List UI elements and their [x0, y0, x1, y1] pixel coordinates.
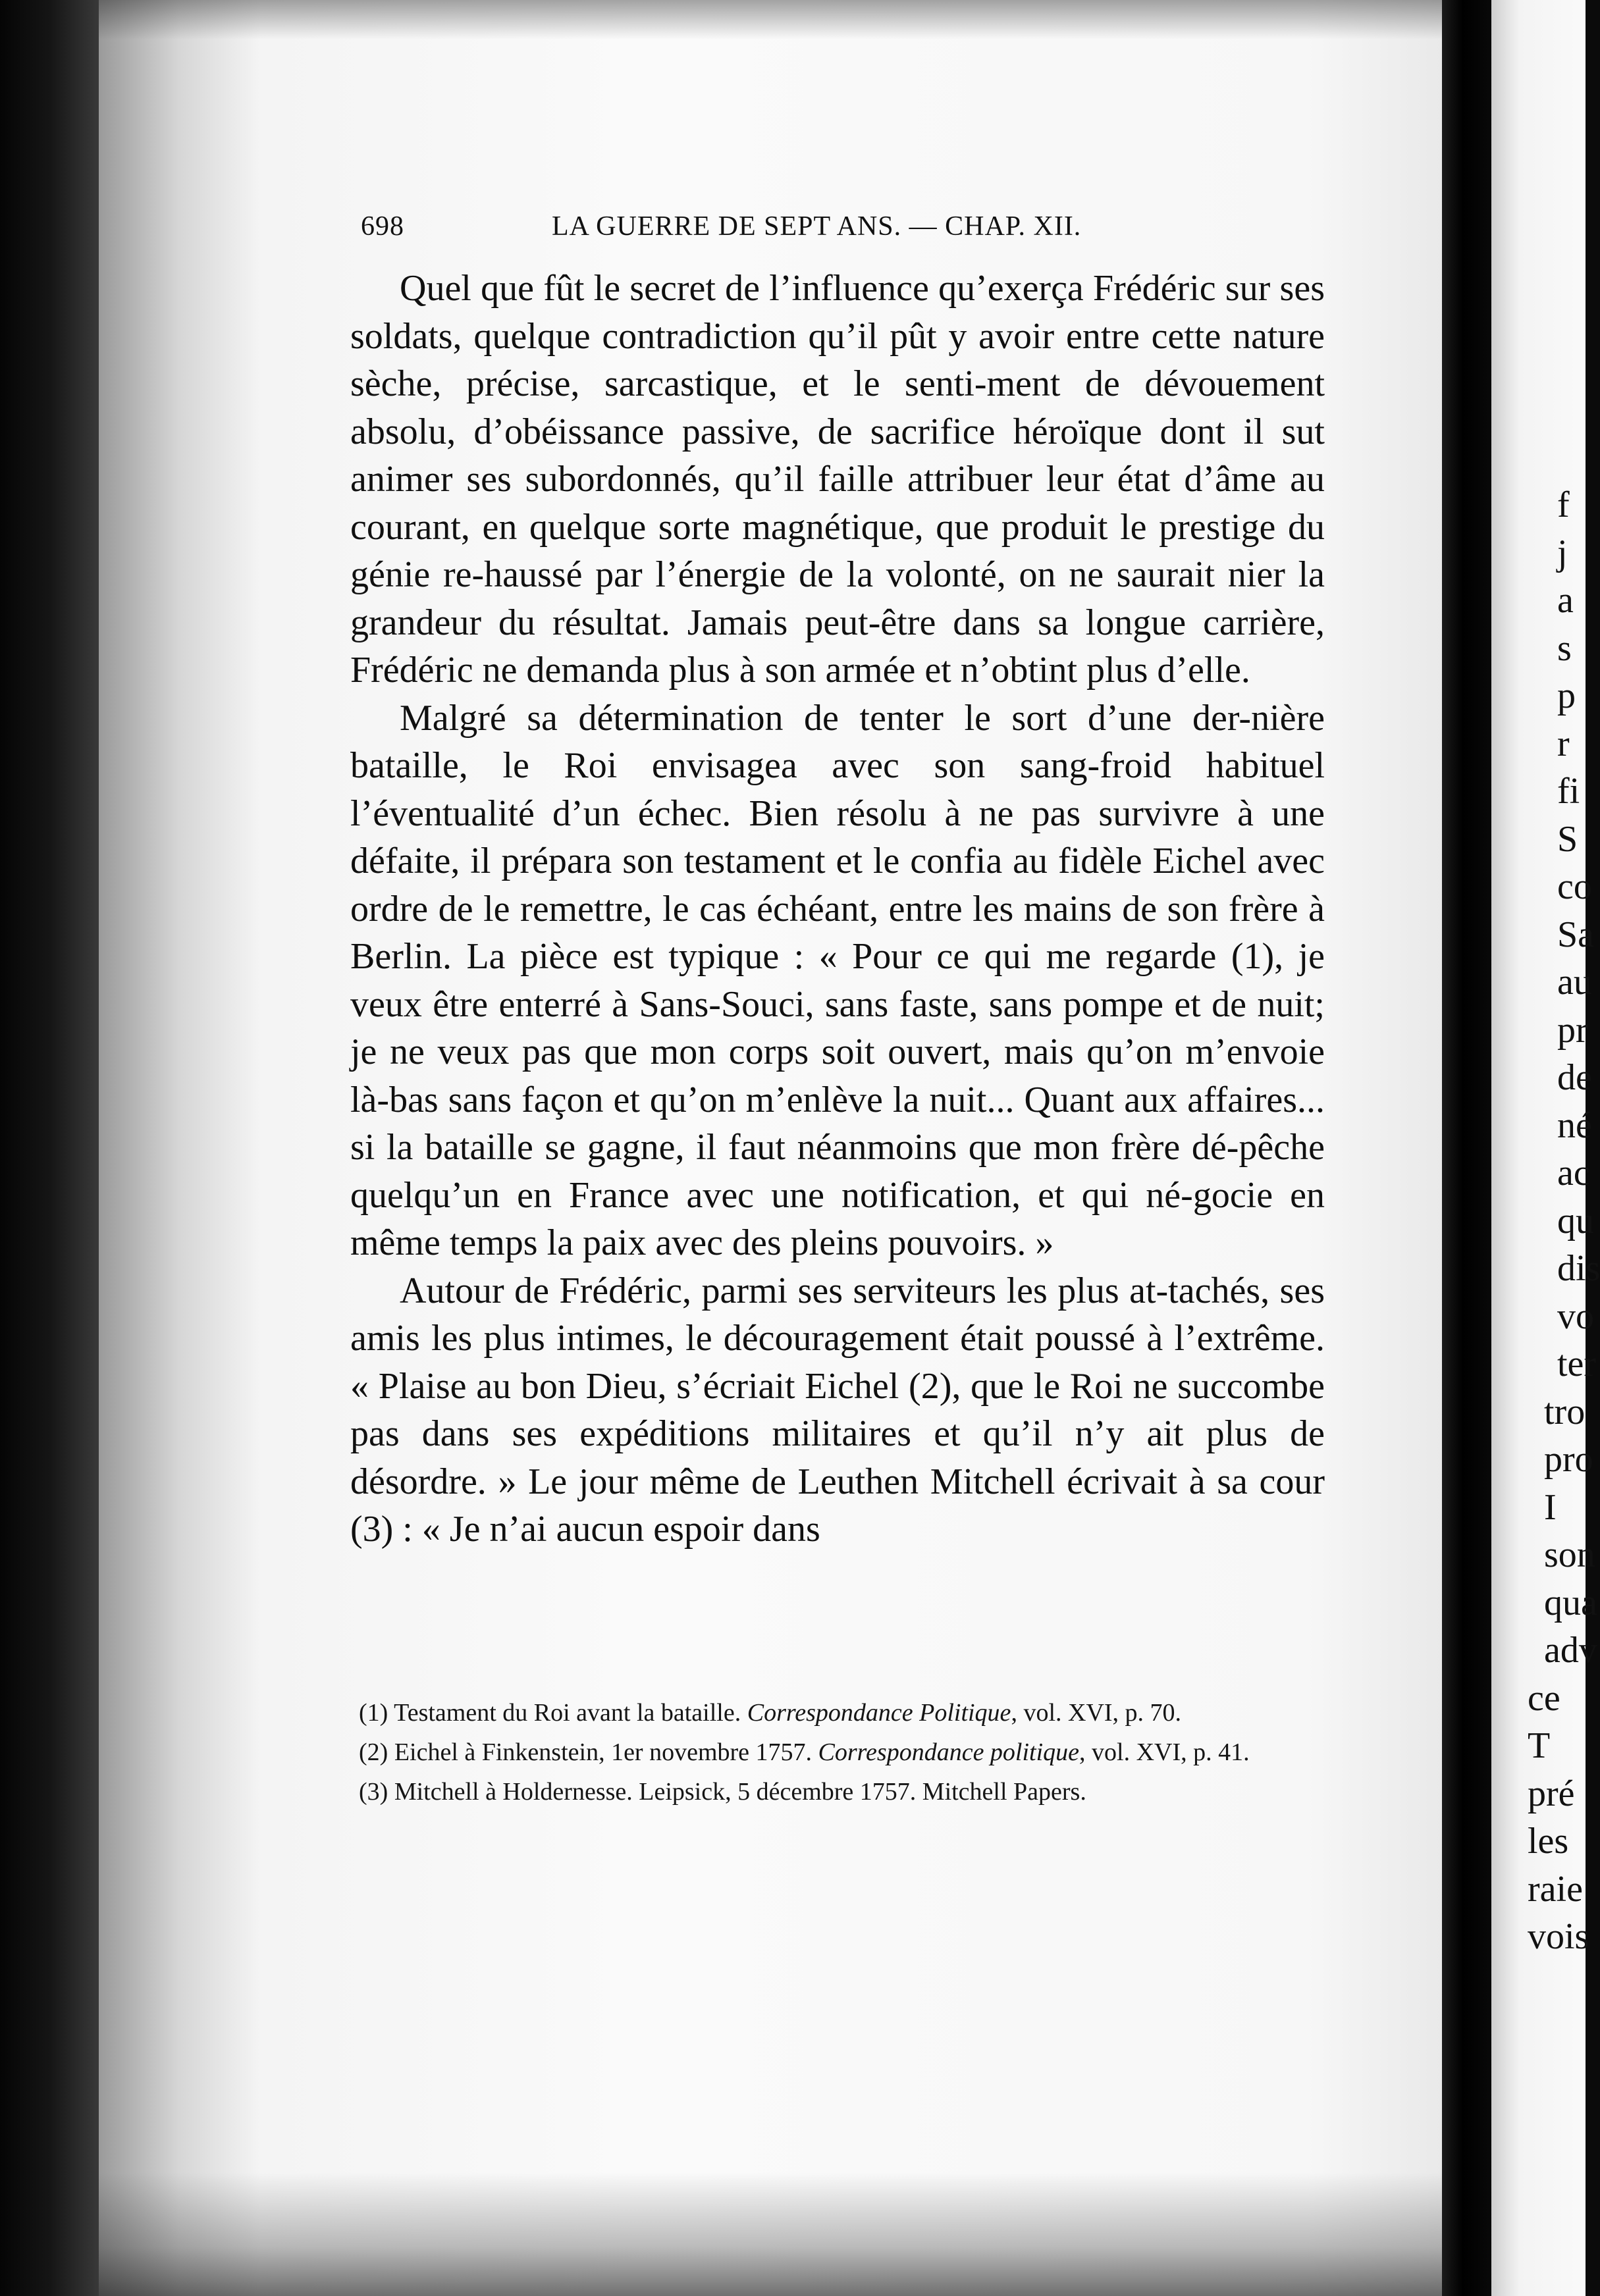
- footnote-source: Correspondance Politique: [747, 1699, 1011, 1727]
- footnote-marker: (2): [359, 1738, 388, 1766]
- page-top-shadow: [99, 0, 1442, 39]
- main-text: [350, 265, 1325, 1553]
- adjacent-page-fragment: S: [1557, 818, 1578, 860]
- footnote-3: [336, 1772, 1310, 1812]
- adjacent-page-fragment: f: [1557, 484, 1570, 525]
- adjacent-page-fragment: p: [1557, 675, 1576, 716]
- adjacent-page-fragment: qua: [1544, 1582, 1597, 1623]
- footnote-marker: (1): [359, 1699, 388, 1727]
- footnote-source: Correspondance politique: [818, 1738, 1080, 1766]
- adjacent-page-fragment: pr: [1557, 1009, 1588, 1051]
- adjacent-page-fragment: ter: [1557, 1344, 1597, 1384]
- adjacent-page-fragment: vois: [1528, 1916, 1589, 1957]
- adjacent-page-fragment: ac: [1557, 1153, 1590, 1193]
- adjacent-page-fragment: raie: [1528, 1868, 1583, 1910]
- adjacent-page-fragment: de: [1557, 1057, 1592, 1098]
- adjacent-page-fragment: son: [1544, 1534, 1595, 1575]
- footnote-text: Eichel à Finkenstein, 1er novembre 1757.: [394, 1738, 813, 1766]
- footnote-tail: , vol. XVI, p. 70.: [1011, 1699, 1182, 1727]
- adjacent-page-fragment: fi: [1557, 771, 1580, 812]
- footnotes: [336, 1693, 1310, 1812]
- paragraph-2: Malgré sa détermination de tenter le sort d’une der-nière bataille, le Roi envisagea avec son sang-froid habituel l’éventualité d’un échec. Bien résolu à ne pas survivre à une défaite, il prépara son testament et le confia au fidèle Eichel avec ordre de le remettre, le cas échéant, entre les mains de son frère à Berlin. La pièce est typique : « Pour ce qui me regarde (1), je veux être enterré à Sans-Souci, sans faste, sans pompe et de nuit; je ne veux pas que mon corps soit ouvert, mais qu’on m’envoie là-bas sans façon et qu’on m’enlève la nuit... Quant aux affaires... si la bataille se gagne, il faut néanmoins que mon frère dé-pêche quelqu’un en France avec une notification, et qui né-gocie en même temps la paix avec des pleins pouvoirs. »: [350, 697, 1325, 1263]
- adjacent-page-fragment: pré: [1528, 1773, 1575, 1814]
- footnote-text: Mitchell à Holdernesse. Leipsick, 5 décembre 1757. Mitchell Papers.: [394, 1778, 1086, 1806]
- adjacent-page-fragment: vo: [1557, 1295, 1594, 1337]
- adjacent-page-fragment: a: [1557, 580, 1574, 621]
- adjacent-page-fragment: ce: [1528, 1677, 1560, 1719]
- adjacent-page-fragment: qu: [1557, 1200, 1594, 1241]
- adjacent-page-fragment: pro: [1544, 1439, 1593, 1480]
- adjacent-page-fragment: adv: [1544, 1630, 1597, 1671]
- adjacent-page-fragment: dis: [1557, 1248, 1600, 1289]
- adjacent-page-fragment: I: [1544, 1486, 1557, 1528]
- adjacent-page-fragment: au: [1557, 962, 1592, 1003]
- paragraph-1: Quel que fût le secret de l’influence qu’exerça Frédéric sur ses soldats, quelque contradiction qu’il pût y avoir entre cette nature sèche, précise, sarcastique, et le senti-ment de dévouement absolu, d’obéissance passive, de sacrifice héroïque dont il sut animer ses subordonnés, qu’il faille attribuer leur état d’âme au courant, en quelque sorte magnétique, que produit le prestige du génie re-haussé par l’énergie de la volonté, on ne saurait nier la grandeur du résultat. Jamais peut-être dans sa longue carrière, Frédéric ne demanda plus à son armée et n’obtint plus d’elle.: [350, 268, 1325, 691]
- footnote-2: [336, 1733, 1310, 1772]
- adjacent-page-fragment: T: [1528, 1725, 1551, 1766]
- running-header: [361, 211, 1148, 250]
- adjacent-page-fragment: j: [1557, 532, 1568, 573]
- adjacent-page-fragment: co: [1557, 866, 1592, 907]
- page-bottom-shadow: [99, 2172, 1442, 2296]
- footnote-marker: (3): [359, 1778, 388, 1806]
- page-number: 698: [361, 211, 404, 242]
- running-title: LA GUERRE DE SEPT ANS. — CHAP. XII.: [552, 211, 1082, 242]
- adjacent-page-fragment: les: [1528, 1821, 1569, 1862]
- adjacent-page-fragment: s: [1557, 627, 1572, 669]
- adjacent-page-fragment: né: [1557, 1105, 1592, 1146]
- adjacent-page-fragment: tro: [1544, 1391, 1586, 1432]
- adjacent-page-fragment: r: [1557, 723, 1570, 764]
- adjacent-page-edge: [1491, 0, 1600, 2296]
- footnote-1: [336, 1693, 1310, 1733]
- footnote-tail: , vol. XVI, p. 41.: [1079, 1738, 1250, 1766]
- adjacent-page-fragment: Sa: [1557, 914, 1594, 955]
- footnote-text: Testament du Roi avant la bataille.: [394, 1699, 741, 1727]
- paragraph-3: Autour de Frédéric, parmi ses serviteurs les plus at-tachés, ses amis les plus intimes, le découragement était poussé à l’extrême. « Plaise au bon Dieu, s’écriait Eichel (2), que le Roi ne succombe pas dans ses expéditions militaires et qu’il n’y ait plus de désordre. » Le jour même de Leuthen Mitchell écrivait à sa cour (3) : « Je n’ai aucun espoir dans: [350, 1270, 1325, 1550]
- book-gutter: [1442, 0, 1495, 2296]
